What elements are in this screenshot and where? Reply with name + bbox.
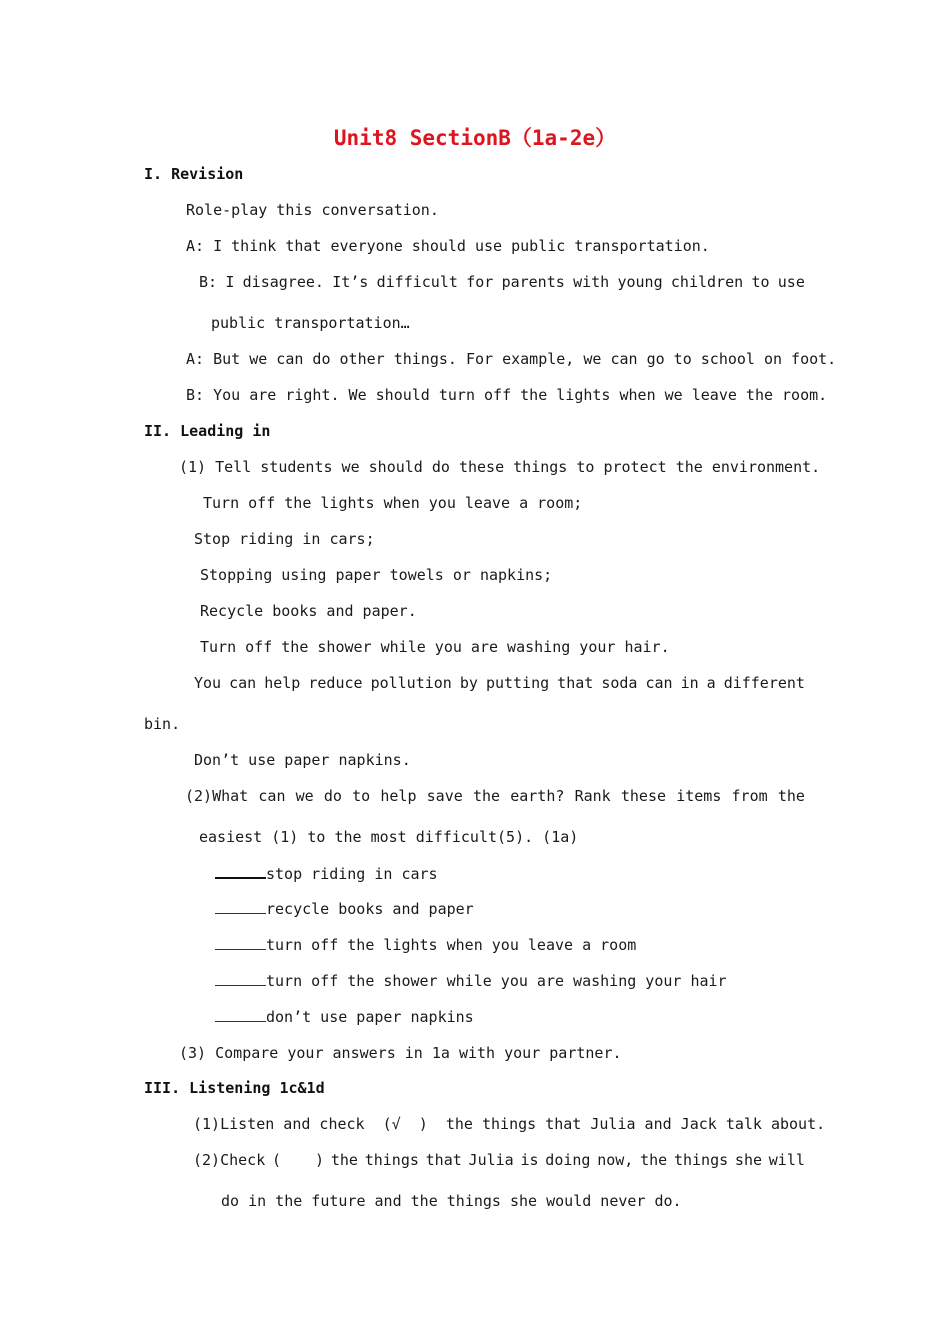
paren-open: ( (272, 1151, 282, 1169)
leading-instruction-3: (3) Compare your answers in 1a with your partner. (179, 1044, 622, 1062)
word: the (330, 1151, 358, 1169)
environment-tip: Don’t use paper napkins. (194, 751, 411, 769)
section-heading-leading-in: II. Leading in (144, 422, 271, 440)
word: I (225, 273, 235, 291)
word: do (323, 787, 342, 805)
word: (2)Check (193, 1151, 266, 1169)
environment-tip: Turn off the shower while you are washing your hair. (200, 638, 670, 656)
word: things (364, 1151, 419, 1169)
word: Julia (468, 1151, 514, 1169)
word: B: (199, 273, 218, 291)
word: use (777, 273, 805, 291)
check-space (281, 1150, 315, 1170)
word: now, (597, 1151, 634, 1169)
word: different (723, 674, 805, 692)
word: disagree. (242, 273, 324, 291)
rank-item-text: don’t use paper napkins (266, 1008, 474, 1026)
word: to (352, 787, 371, 805)
word: help (264, 674, 301, 692)
word: (2)What (185, 787, 249, 805)
listening-question-2 (193, 1150, 805, 1170)
rank-item (215, 899, 474, 919)
rank-blank[interactable] (215, 971, 266, 986)
rank-item (215, 971, 727, 991)
word: can (229, 674, 257, 692)
leading-instruction-1: (1) Tell students we should do these things to protect the environment. (179, 458, 821, 476)
word: young (617, 273, 663, 291)
word: Rank (574, 787, 611, 805)
check-blank[interactable] (272, 1150, 324, 1170)
word: reduce (308, 674, 363, 692)
word: with (573, 273, 610, 291)
word: save (426, 787, 463, 805)
section-heading-revision: I. Revision (144, 165, 244, 183)
section-heading-listening: III. Listening 1c&1d (144, 1079, 325, 1097)
word: that (557, 674, 594, 692)
environment-tip-continued: bin. (144, 715, 181, 733)
rank-item-text: turn off the shower while you are washing your hair (266, 972, 727, 990)
word: for (466, 273, 494, 291)
rank-item (215, 1007, 474, 1027)
dialogue-line-b1 (199, 272, 805, 292)
word: can (645, 674, 673, 692)
word: soda (601, 674, 638, 692)
word: children (670, 273, 744, 291)
environment-tip: Recycle books and paper. (200, 602, 417, 620)
word: these (620, 787, 667, 805)
word: putting (485, 674, 550, 692)
word: parents (501, 273, 565, 291)
word: help (380, 787, 417, 805)
word: the (777, 787, 805, 805)
rank-item-text: turn off the lights when you leave a room (266, 936, 637, 954)
word: earth? (510, 787, 565, 805)
word: from (731, 787, 768, 805)
word: difficult (376, 273, 458, 291)
word: can (258, 787, 286, 805)
word: she (734, 1151, 763, 1169)
leading-instruction-2-continued: easiest (1) to the most difficult(5). (1a) (199, 828, 579, 846)
word: things (673, 1151, 729, 1169)
paren-close: ) (315, 1151, 325, 1169)
rank-item-text: stop riding in cars (266, 865, 438, 883)
rank-blank[interactable] (215, 1007, 266, 1022)
word: to (751, 273, 770, 291)
listening-question-1: (1)Listen and check (√ ) the things that Julia and Jack talk about. (193, 1115, 826, 1133)
word: pollution (370, 674, 452, 692)
word: items (676, 787, 722, 805)
rank-item (215, 863, 438, 884)
environment-tip: Stopping using paper towels or napkins; (200, 566, 553, 584)
rank-item-text: recycle books and paper (266, 900, 474, 918)
word: the (472, 787, 501, 805)
word: You (194, 674, 222, 692)
environment-tip: Turn off the lights when you leave a room; (203, 494, 583, 512)
dialogue-line-a2: A: But we can do other things. For example, we can go to school on foot. (186, 350, 837, 368)
word: is (520, 1151, 539, 1169)
rank-blank[interactable] (215, 935, 266, 950)
rank-blank[interactable] (215, 863, 266, 879)
revision-intro: Role-play this conversation. (186, 201, 439, 219)
word: by (459, 674, 478, 692)
environment-tip: Stop riding in cars; (194, 530, 375, 548)
dialogue-line-b2: B: You are right. We should turn off the lights when we leave the room. (186, 386, 828, 404)
word: will (768, 1151, 805, 1169)
document-title: Unit8 SectionB（1a-2e） (333, 126, 617, 150)
rank-item (215, 935, 636, 955)
word: the (640, 1151, 668, 1169)
word: in (680, 674, 699, 692)
environment-tip (194, 673, 805, 693)
dialogue-line-a1: A: I think that everyone should use public transportation. (186, 237, 710, 255)
word: It’s (332, 273, 369, 291)
listening-question-2-continued: do in the future and the things she would never do. (221, 1192, 682, 1210)
dialogue-line-b1-continued: public transportation… (211, 314, 410, 332)
word: we (295, 787, 314, 805)
word: that (425, 1151, 462, 1169)
word: doing (545, 1151, 591, 1169)
leading-instruction-2 (185, 786, 805, 806)
word: a (706, 674, 716, 692)
rank-blank[interactable] (215, 899, 266, 914)
